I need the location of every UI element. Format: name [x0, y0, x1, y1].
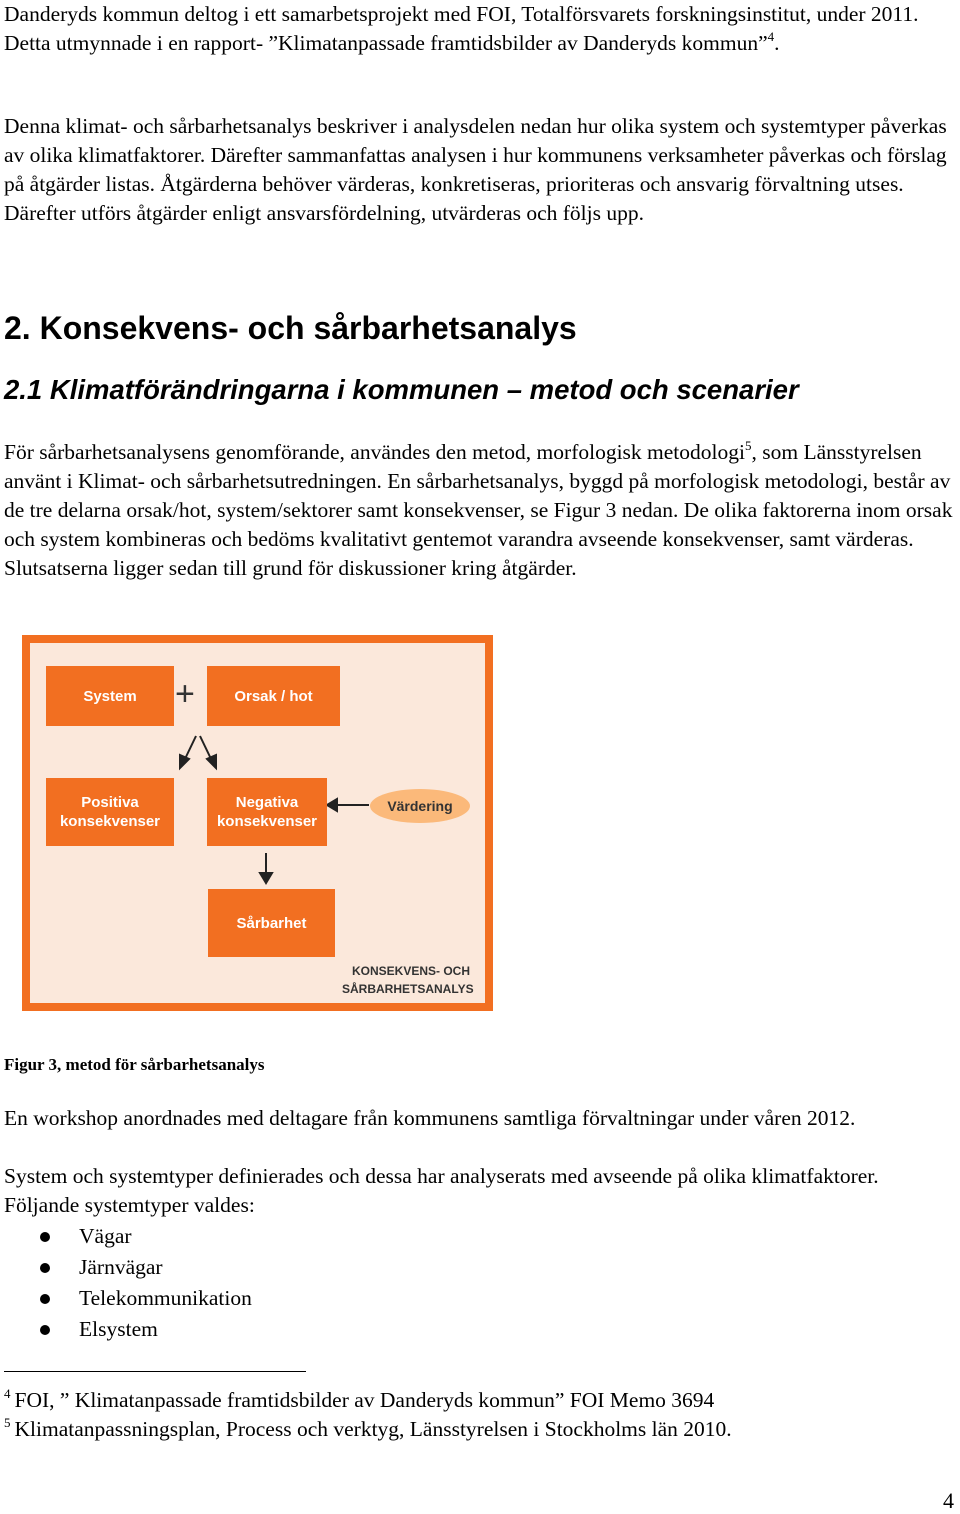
list-item-label: Järnvägar: [79, 1255, 163, 1279]
list-item-label: Telekommunikation: [79, 1286, 252, 1310]
vulnerability-box: Sårbarhet: [208, 889, 335, 957]
method-text-end: , som Länsstyrelsen använt i Klimat- och sårbarhetsutredningen. En sårbarhetsanalys, byggd på morfologisk metodologi, består av de tre delarna orsak/hot, system/sektorer samt konsekvenser, se Figur 3 nedan. De olika faktorerna inom orsak och system kombineras och bedöms kvalitativt gentemot varandra avseende konsekvenser, samt värderas. Slutsatserna ligger sedan till grund för diskussioner kring åtgärder.: [4, 440, 953, 580]
footnote-text: Klimatanpassningsplan, Process och verktyg, Länsstyrelsen i Stockholms län 2010.: [14, 1417, 732, 1441]
method-figure: [22, 635, 493, 1011]
list-item: [0, 1315, 252, 1346]
figure-label-line1: KONSEKVENS- OCH: [352, 964, 471, 978]
bullet-icon: [40, 1232, 50, 1242]
footnote-ref-4[interactable]: 4: [767, 29, 775, 44]
list-item-label: Vägar: [79, 1224, 132, 1248]
bullet-icon: [40, 1294, 50, 1304]
plus-sign: +: [175, 675, 195, 713]
footnote-divider: [4, 1371, 306, 1372]
subsection-heading: 2.1 Klimatförändringarna i kommunen – metod och scenarier: [4, 374, 799, 405]
footnote-5: [4, 1415, 732, 1444]
footnote-4: [4, 1386, 714, 1415]
negative-consequences-box: Negativa konsekvenser: [207, 778, 327, 846]
footnote-number: 4: [4, 1386, 11, 1401]
footnote-ref-5[interactable]: 5: [744, 438, 752, 453]
arrow-to-positive-head: [180, 755, 189, 768]
evaluation-oval: Värdering: [370, 789, 470, 823]
intro-paragraph: [4, 0, 954, 58]
intro-text: Danderyds kommun deltog i ett samarbetsprojekt med FOI, Totalförsvarets forskningsinstitut, under 2011. Detta utmynnade i en rapport- ”Klimatanpassade framtidsbilder av Danderyds kommun”: [4, 2, 919, 55]
intro-text-end: .: [774, 31, 780, 55]
bullet-icon: [40, 1325, 50, 1335]
analysis-paragraph: Denna klimat- och sårbarhetsanalys beskriver i analysdelen nedan hur olika system och systemtyper påverkas av olika klimatfaktorer. Därefter sammanfattas analysen i hur kommunens verksamheter påverkas och förslag på åtgärder listas. Åtgärderna behöver värderas, konkretiseras, prioriteras och ansvarig förvaltning utses. Därefter utförs åtgärder enligt ansvarsfördelning, utvärderas och följs upp.: [4, 114, 947, 225]
cause-box: Orsak / hot: [207, 666, 340, 726]
system-box: System: [46, 666, 174, 726]
footnote-text: FOI, ” Klimatanpassade framtidsbilder av Danderyds kommun” FOI Memo 3694: [14, 1388, 715, 1412]
page-number: 4: [943, 1488, 954, 1513]
system-type-list: [0, 1222, 252, 1346]
figure-caption: Figur 3, metod för sårbarhetsanalys: [4, 1055, 265, 1074]
method-paragraph: [4, 438, 954, 583]
arrow-evaluation-head: [327, 799, 337, 811]
list-item-label: Elsystem: [79, 1317, 158, 1341]
list-item: [0, 1222, 252, 1253]
section-heading: 2. Konsekvens- och sårbarhetsanalys: [4, 310, 577, 346]
bullet-icon: [40, 1263, 50, 1273]
footnote-number: 5: [4, 1415, 11, 1430]
arrow-to-vulnerability-head: [260, 873, 272, 883]
workshop-paragraph: En workshop anordnades med deltagare från kommunens samtliga förvaltningar under våren 2012.: [4, 1106, 856, 1130]
systems-intro-paragraph: System och systemtyper definierades och dessa har analyserats med avseende på olika klimatfaktorer. Följande systemtyper valdes:: [4, 1164, 879, 1217]
list-item: [0, 1253, 252, 1284]
arrow-to-negative-head: [207, 755, 216, 768]
figure-label-line2: SÅRBARHETSANALYS: [342, 982, 474, 996]
list-item: [0, 1284, 252, 1315]
method-text: För sårbarhetsanalysens genomförande, användes den metod, morfologisk metodologi: [4, 440, 745, 464]
positive-consequences-box: Positiva konsekvenser: [46, 778, 174, 846]
